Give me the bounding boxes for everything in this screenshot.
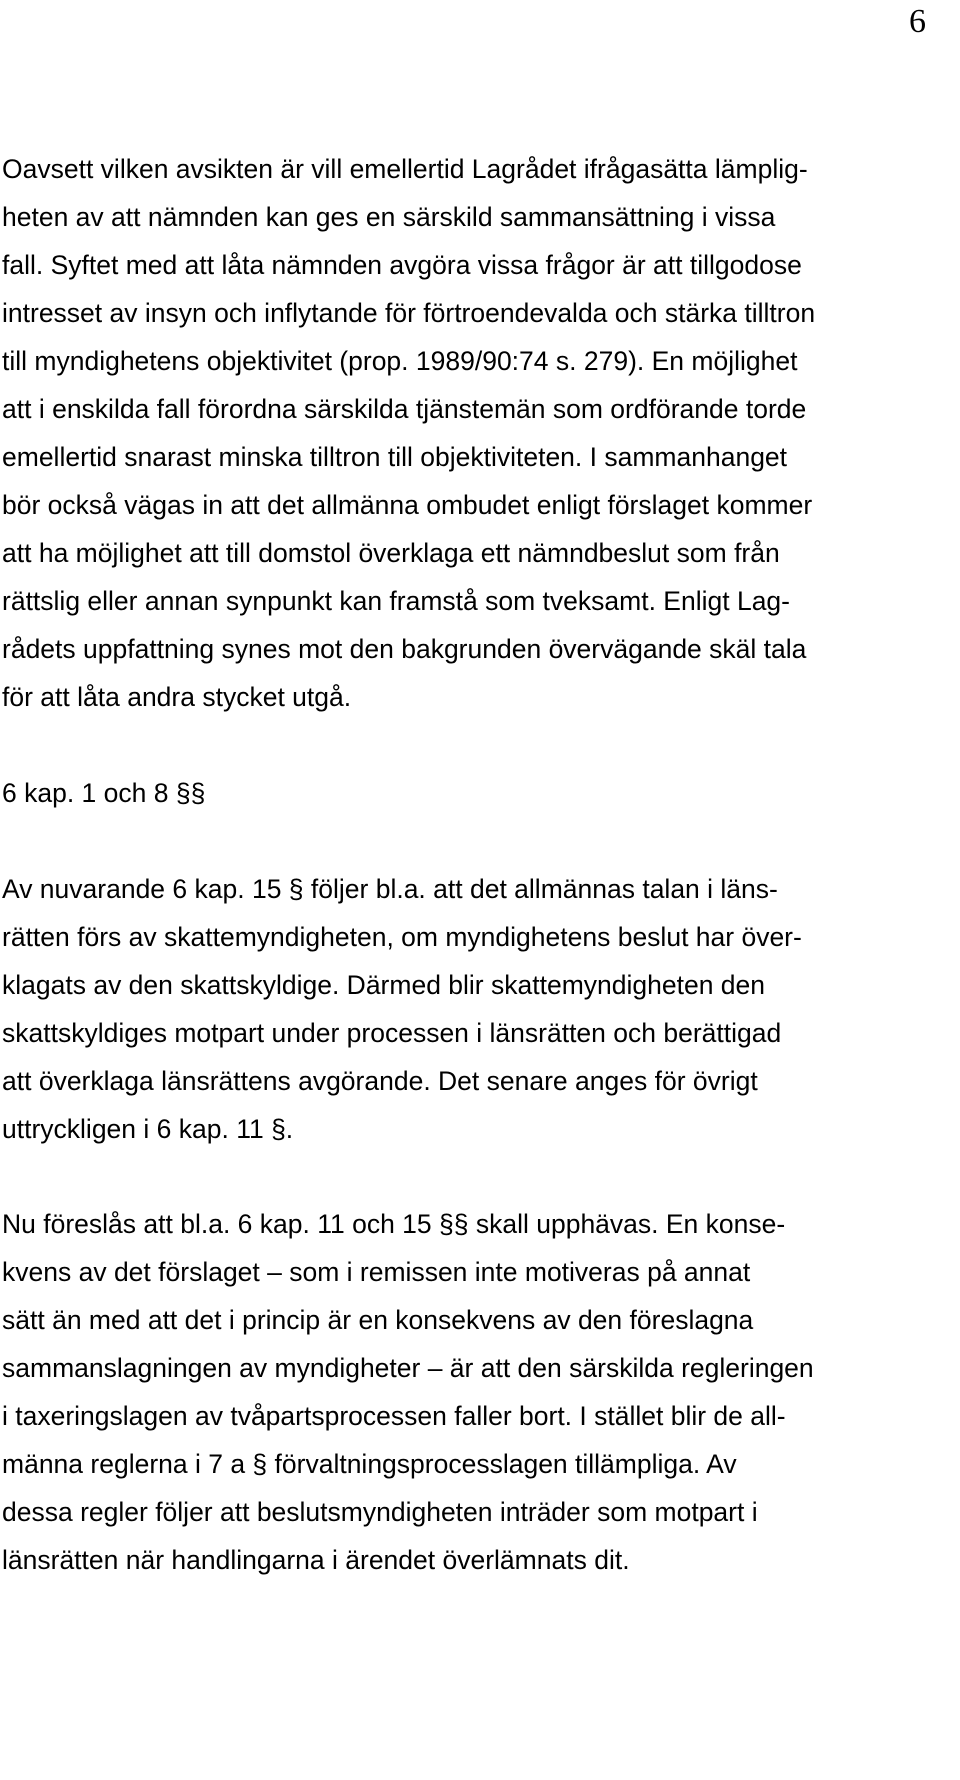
text-line: till myndighetens objektivitet (prop. 1989/90:74 s. 279). En möjlighet	[2, 346, 798, 376]
text-line: att överklaga länsrättens avgörande. Det senare anges för övrigt	[2, 1066, 758, 1096]
text-line: heten av att nämnden kan ges en särskild sammansättning i vissa	[2, 202, 776, 232]
text-line: rättslig eller annan synpunkt kan framstå som tveksamt. Enligt Lag-	[2, 586, 790, 616]
text-line: uttryckligen i 6 kap. 11 §.	[2, 1114, 294, 1144]
page-number: 6	[909, 3, 926, 40]
text-line: att ha möjlighet att till domstol överklaga ett nämndbeslut som från	[2, 538, 780, 568]
text-line: att i enskilda fall förordna särskilda tjänstemän som ordförande torde	[2, 394, 807, 424]
text-line: intresset av insyn och inflytande för förtroendevalda och stärka tilltron	[2, 298, 816, 328]
text-line: kvens av det förslaget – som i remissen inte motiveras på annat	[2, 1257, 751, 1287]
text-line: 6 kap. 1 och 8 §§	[2, 778, 206, 808]
text-line: för att låta andra stycket utgå.	[2, 682, 352, 712]
text-line: Nu föreslås att bl.a. 6 kap. 11 och 15 §§ skall upphävas. En konse-	[2, 1209, 786, 1239]
text-line: sammanslagningen av myndigheter – är att den särskilda regleringen	[2, 1353, 814, 1383]
text-line: emellertid snarast minska tilltron till objektiviteten. I sammanhanget	[2, 442, 788, 472]
text-line: i taxeringslagen av tvåpartsprocessen faller bort. I stället blir de all-	[2, 1401, 786, 1431]
text-line: rätten förs av skattemyndigheten, om myndighetens beslut har över-	[2, 922, 802, 952]
text-line: sätt än med att det i princip är en konsekvens av den föreslagna	[2, 1305, 754, 1335]
text-line: Oavsett vilken avsikten är vill emellertid Lagrådet ifrågasätta lämplig-	[2, 154, 808, 184]
text-line: klagats av den skattskyldige. Därmed blir skattemyndigheten den	[2, 970, 766, 1000]
text-line: fall. Syftet med att låta nämnden avgöra vissa frågor är att tillgodose	[2, 250, 802, 280]
text-line: bör också vägas in att det allmänna ombudet enligt förslaget kommer	[2, 490, 813, 520]
text-line: Av nuvarande 6 kap. 15 § följer bl.a. att det allmännas talan i läns-	[2, 874, 778, 904]
text-line: dessa regler följer att beslutsmyndigheten inträder som motpart i	[2, 1497, 758, 1527]
text-line: länsrätten när handlingarna i ärendet överlämnats dit.	[2, 1545, 630, 1575]
text-line: skattskyldiges motpart under processen i länsrätten och berättigad	[2, 1018, 782, 1048]
text-line: rådets uppfattning synes mot den bakgrunden övervägande skäl tala	[2, 634, 807, 664]
text-line: männa reglerna i 7 a § förvaltningsprocesslagen tillämpliga. Av	[2, 1449, 737, 1479]
